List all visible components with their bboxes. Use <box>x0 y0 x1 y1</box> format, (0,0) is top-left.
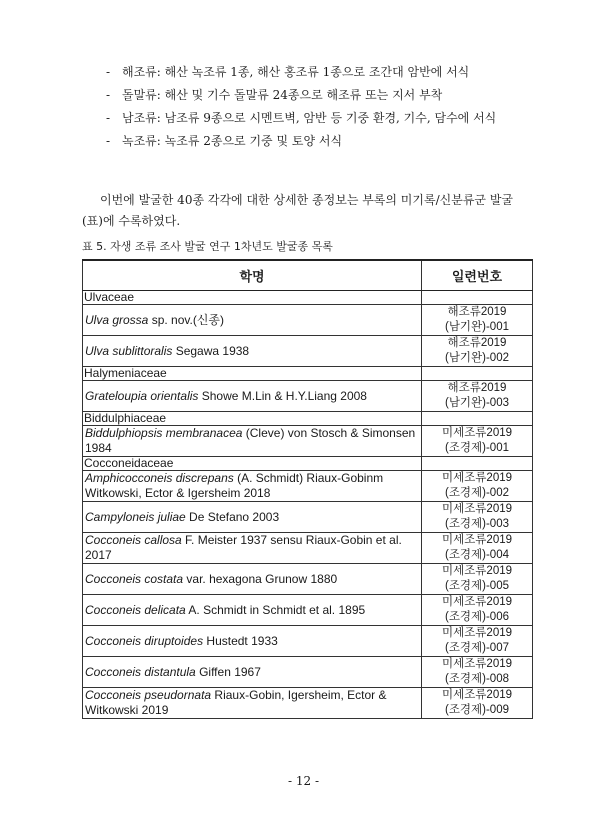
serial-line-1: 해조류2019 <box>447 337 507 349</box>
authority: (A. Schmidt) Riaux-Gobinm Witkowski, Ector & Igersheim 2018 <box>85 471 384 500</box>
empty-cell <box>422 457 533 471</box>
serial-line-1: 미세조류2019 <box>441 472 513 484</box>
species-name-cell <box>83 502 422 533</box>
page-number: - 12 - <box>287 774 319 788</box>
authority: sp. nov.(신종) <box>148 312 225 327</box>
species-name-cell <box>83 564 422 595</box>
authority: De Stefano 2003 <box>185 509 280 524</box>
serial-line-2: (조경제)-003 <box>444 518 509 530</box>
species-row <box>83 626 533 657</box>
species-name-cell <box>83 533 422 564</box>
serial-line-2: (조경제)-006 <box>444 611 509 623</box>
species-row <box>83 688 533 719</box>
authority: F. Meister 1937 sensu Riaux-Gobin et al. 2017 <box>85 533 402 562</box>
serial-line-1: 해조류2019 <box>447 306 507 318</box>
serial-number-cell <box>422 502 533 533</box>
authority: Segawa 1938 <box>172 343 250 358</box>
species-row <box>83 595 533 626</box>
bullet-dash: - <box>106 88 111 102</box>
species-row <box>83 502 533 533</box>
family-row <box>83 412 533 426</box>
species-name-cell <box>83 471 422 502</box>
serial-line-2: (남기완)-003 <box>444 397 509 409</box>
family-row <box>83 291 533 305</box>
serial-line-2: (남기완)-002 <box>444 352 509 364</box>
authority: Showe M.Lin & H.Y.Liang 2008 <box>198 388 367 403</box>
serial-number-cell <box>422 595 533 626</box>
scientific-name: Grateloupia orientalis <box>85 388 199 403</box>
species-row <box>83 305 533 336</box>
serial-line-2: (조경제)-002 <box>444 487 509 499</box>
serial-line-1: 미세조류2019 <box>441 427 513 439</box>
bullet-list <box>106 62 546 154</box>
species-row <box>83 657 533 688</box>
species-name-cell <box>83 688 422 719</box>
scientific-name: Cocconeis diruptoides <box>85 633 204 648</box>
serial-number-cell <box>422 688 533 719</box>
serial-number-cell <box>422 305 533 336</box>
serial-number-cell <box>422 426 533 457</box>
serial-line-1: 미세조류2019 <box>441 534 513 546</box>
scientific-name: Amphicocconeis discrepans <box>85 471 234 485</box>
family-name: Halymeniaceae <box>83 367 422 381</box>
serial-line-1: 미세조류2019 <box>441 503 513 515</box>
serial-line-2: (조경제)-007 <box>444 642 509 654</box>
serial-number-cell <box>422 626 533 657</box>
table-body <box>83 291 533 719</box>
scientific-name: Campyloneis juliae <box>85 509 186 524</box>
serial-line-2: (조경제)-009 <box>444 704 509 716</box>
species-row <box>83 336 533 367</box>
scientific-name: Cocconeis delicata <box>85 602 186 617</box>
scientific-name: Ulva grossa <box>85 312 149 327</box>
authority: (Cleve) von Stosch & Simonsen 1984 <box>85 426 416 455</box>
empty-cell <box>422 412 533 426</box>
scientific-name: Ulva sublittoralis <box>85 343 173 358</box>
authority: Hustedt 1933 <box>203 633 278 648</box>
bullet-text: 남조류: 남조류 9종으로 시멘트벽, 암반 등 기중 환경, 기수, 담수에 서식 <box>122 111 497 125</box>
serial-number-cell <box>422 471 533 502</box>
serial-line-2: (남기완)-001 <box>444 321 509 333</box>
species-row <box>83 426 533 457</box>
species-name-cell <box>83 595 422 626</box>
bullet-text: 돌말류: 해산 및 기수 돌말류 24종으로 해조류 또는 지서 부착 <box>122 88 443 102</box>
bullet-dash: - <box>106 65 111 79</box>
serial-number-cell <box>422 657 533 688</box>
serial-line-1: 미세조류2019 <box>441 596 513 608</box>
header-scientific-name: 학명 <box>83 260 422 291</box>
bullet-text: 녹조류: 녹조류 2종으로 기중 및 토양 서식 <box>122 134 343 148</box>
species-row <box>83 564 533 595</box>
header-serial-number: 일련번호 <box>422 260 533 291</box>
species-name-cell <box>83 305 422 336</box>
scientific-name: Biddulphiopsis membranacea <box>85 426 243 440</box>
serial-line-2: (조경제)-005 <box>444 580 509 592</box>
empty-cell <box>422 367 533 381</box>
authority: A. Schmidt in Schmidt et al. 1895 <box>185 602 366 617</box>
authority: var. hexagona Grunow 1880 <box>183 571 338 586</box>
bullet-item <box>106 131 546 152</box>
serial-line-2: (조경제)-004 <box>444 549 509 561</box>
serial-line-1: 미세조류2019 <box>441 627 513 639</box>
scientific-name: Cocconeis pseudornata <box>85 688 212 702</box>
family-row <box>83 367 533 381</box>
species-name-cell <box>83 626 422 657</box>
bullet-item <box>106 108 546 129</box>
authority: Riaux-Gobin, Igersheim, Ector & Witkowski 2019 <box>85 688 387 717</box>
family-name: Ulvaceae <box>83 291 422 305</box>
species-table <box>82 259 533 719</box>
empty-cell <box>422 291 533 305</box>
species-name-cell <box>83 657 422 688</box>
table-header-row <box>83 260 533 291</box>
bullet-dash: - <box>106 134 111 148</box>
scientific-name: Cocconeis callosa <box>85 533 182 547</box>
species-row <box>83 381 533 412</box>
table-caption: 표 5. 자생 조류 조사 발굴 연구 1차년도 발굴종 목록 <box>82 240 333 253</box>
serial-number-cell <box>422 381 533 412</box>
bullet-item <box>106 85 546 106</box>
family-row <box>83 457 533 471</box>
species-row <box>83 533 533 564</box>
serial-line-1: 미세조류2019 <box>441 689 513 701</box>
scientific-name: Cocconeis costata <box>85 571 184 586</box>
serial-line-2: (조경제)-008 <box>444 673 509 685</box>
family-name: Biddulphiaceae <box>83 412 422 426</box>
authority: Giffen 1967 <box>195 664 261 679</box>
serial-number-cell <box>422 564 533 595</box>
serial-number-cell <box>422 533 533 564</box>
species-name-cell <box>83 336 422 367</box>
serial-number-cell <box>422 336 533 367</box>
serial-line-1: 해조류2019 <box>447 382 507 394</box>
family-name: Cocconeidaceae <box>83 457 422 471</box>
bullet-dash: - <box>106 111 111 125</box>
serial-line-1: 미세조류2019 <box>441 658 513 670</box>
body-paragraph: 이번에 발굴한 40종 각각에 대한 상세한 종정보는 부록의 미기록/신분류군 발굴(표)에 수록하였다. <box>82 193 513 228</box>
species-row <box>83 471 533 502</box>
species-name-cell <box>83 381 422 412</box>
serial-line-2: (조경제)-001 <box>444 442 509 454</box>
bullet-item <box>106 62 546 83</box>
bullet-text: 해조류: 해산 녹조류 1종, 해산 홍조류 1종으로 조간대 암반에 서식 <box>122 65 470 79</box>
species-name-cell <box>83 426 422 457</box>
serial-line-1: 미세조류2019 <box>441 565 513 577</box>
scientific-name: Cocconeis distantula <box>85 664 196 679</box>
